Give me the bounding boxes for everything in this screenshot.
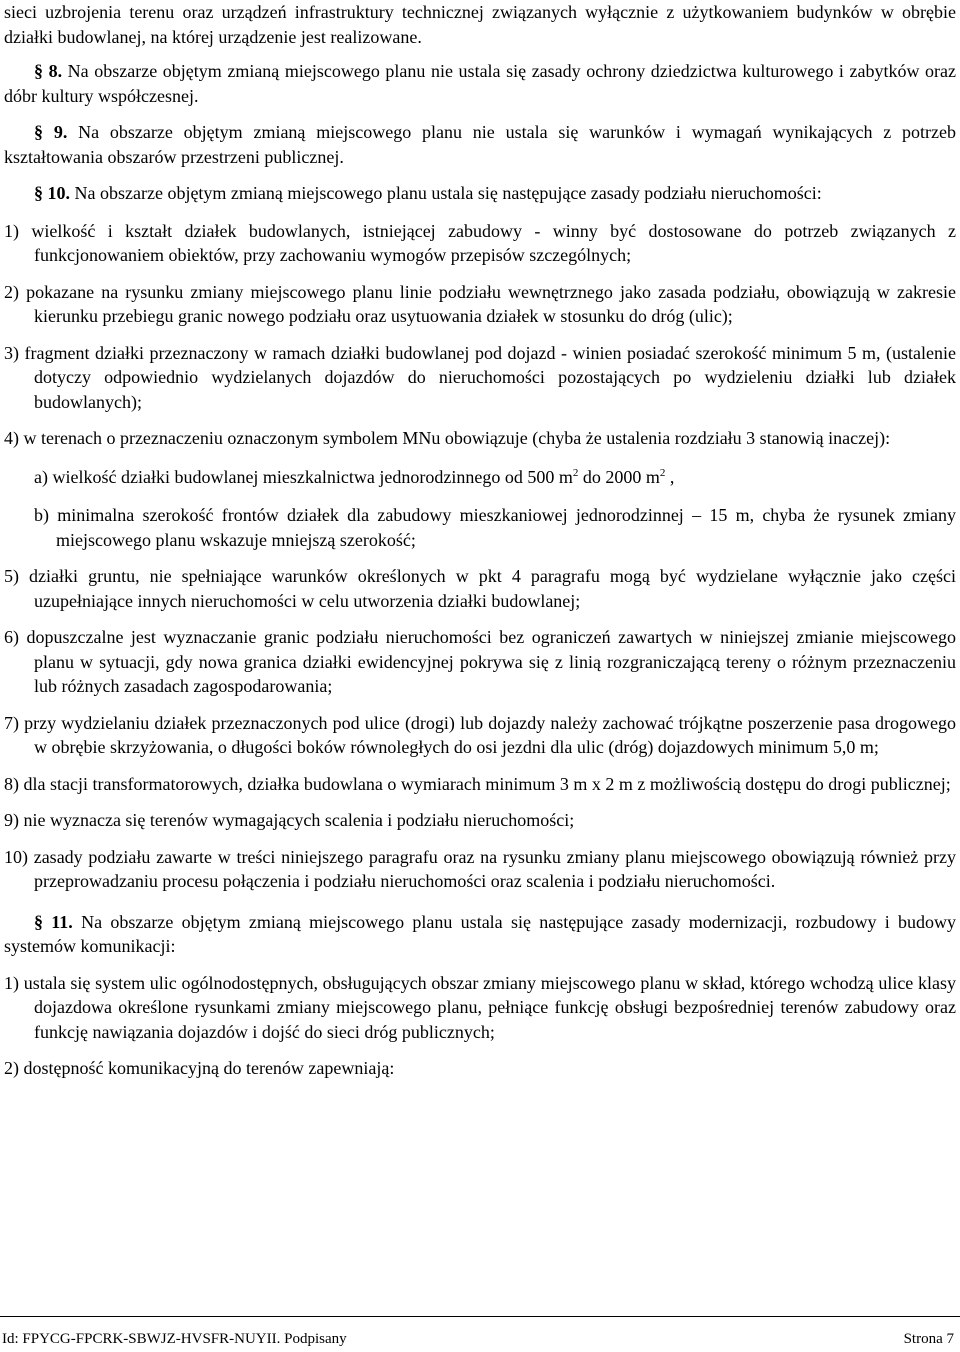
section-11-paragraph (4, 910, 956, 959)
intro-paragraph: sieci uzbrojenia terenu oraz urządzeń infrastruktury technicznej związanych wyłącznie z użytkowaniem budynków w obrębie działki budowlanej, na której urządzenie jest realizowane. (4, 2, 956, 47)
superscript-exponent: 2 (572, 466, 579, 479)
section-9-number: 9. (53, 122, 68, 142)
list-item: 8) dla stacji transformatorowych, działka budowlana o wymiarach minimum 3 m x 2 m z możliwością dostępu do drogi publicznej; (4, 773, 951, 794)
sub-item-a-mid: do 2000 m (578, 466, 660, 487)
section-10-text: Na obszarze objętym zmianą miejscowego planu ustala się następujące zasady podziału nieruchomości: (74, 183, 822, 203)
sub-list-item-a (4, 465, 956, 490)
page-number: Strona 7 (903, 1331, 954, 1347)
document-page (4, 0, 956, 1081)
list-item: 2) dostępność komunikacyjną do terenów zapewniają: (4, 1058, 395, 1078)
section-9-mark: § (34, 122, 43, 142)
section-8-paragraph (4, 59, 956, 108)
list-item: 10) zasady podziału zawarte w treści niniejszego paragrafu oraz na rysunku zmiany planu miejscowego obowiązują również przy przeprowadzaniu procesu połączenia i podziału nieruchomości oraz scalenia i podziału nieruchomości. (4, 846, 956, 891)
section-10-paragraph (4, 181, 956, 206)
list-item: 7) przy wydzielaniu działek przeznaczonych pod ulice (drogi) lub dojazdy należy zachować trójkątne poszerzenie pasa drogowego w obrębie skrzyżowania, o długości boków równoległych do osi jezdni dla ulic (dróg) dojazdowych minimum 5,0 m; (4, 712, 956, 757)
list-item: 4) w terenach o przeznaczeniu oznaczonym symbolem MNu obowiązuje (chyba że ustalenia rozdziału 3 stanowią inaczej): (4, 428, 891, 448)
section-11-text: Na obszarze objętym zmianą miejscowego planu ustala się następujące zasady modernizacji, rozbudowy i budowy systemów komunikacji: (4, 911, 957, 956)
section-9-paragraph (4, 120, 956, 169)
superscript-exponent: 2 (659, 466, 666, 479)
section-9-text: Na obszarze objętym zmianą miejscowego planu nie ustala się warunków i wymagań wynikających z potrzeb kształtowania obszarów przestrzeni publicznej. (4, 122, 957, 167)
section-11-number: 11. (51, 911, 73, 932)
list-item: 2) pokazane na rysunku zmiany miejscowego planu linie podziału wewnętrznego jako zasada podziału, obowiązują w zakresie kierunku przebiegu granic nowego podziału oraz usytuowania działek w stosunku do dróg (ulic); (4, 281, 956, 326)
list-item: 9) nie wyznacza się terenów wymagających scalenia i podziału nieruchomości; (4, 810, 575, 830)
document-id: Id: FPYCG-FPCRK-SBWJZ-HVSFR-NUYII. Podpisany (2, 1331, 347, 1347)
sub-list-item-b: b) minimalna szerokość frontów działek dla zabudowy mieszkaniowej jednorodzinnej – 15 m, chyba że rysunek zmiany miejscowego planu wskazuje mniejszą szerokość; (34, 505, 956, 550)
sub-item-a-text: a) wielkość działki budowlanej mieszkalnictwa jednorodzinnego od 500 m (34, 466, 573, 487)
section-8-text: Na obszarze objętym zmianą miejscowego planu nie ustala się zasady ochrony dziedzictwa kulturowego i zabytków oraz dóbr kultury współczesnej. (4, 61, 956, 106)
list-item: 6) dopuszczalne jest wyznaczanie granic podziału nieruchomości bez ograniczeń zawartych w niniejszej zmianie miejscowego planu w sytuacji, gdy nowa granica działki ewidencyjnej pokrywa się z linią rozgraniczającą tereny o różnym przeznaczeniu lub różnych zasadach zagospodarowania; (4, 627, 956, 696)
list-item: 5) działki gruntu, nie spełniające warunków określonych w pkt 4 paragrafu mogą być wydzielane wyłącznie jako części uzupełniające innych nieruchomości w celu utworzenia działki budowlanej; (4, 566, 956, 611)
section-8-mark: § (34, 61, 43, 81)
list-item: 1) wielkość i kształt działek budowlanych, istniejącej zabudowy - winny być dostosowane do potrzeb związanych z funkcjonowaniem obiektów, przy zachowaniu wymogów przepisów szczególnych; (4, 220, 956, 265)
sub-item-a-end: , (665, 466, 675, 487)
section-10-mark: § (34, 183, 43, 203)
section-11-mark: § (34, 911, 43, 932)
list-item: 1) ustala się system ulic ogólnodostępnych, obsługujących obszar zmiany miejscowego planu w skład, którego wchodzą ulice klasy dojazdowa określone rysunkami zmiany miejscowego planu, pełniące funkcję obsługi bezpośredniej terenów zabudowy oraz funkcję nawiązania dojazdów i dojść do sieci dróg publicznych; (4, 972, 956, 1042)
section-8-number: 8. (48, 61, 63, 81)
list-item: 3) fragment działki przeznaczony w ramach działki budowlanej pod dojazd - winien posiadać szerokość minimum 5 m, (ustalenie dotyczy odpowiednio wydzielanych dojazdów do nieruchomości pozostających po wydzieleniu działki lub działek budowlanych); (4, 342, 956, 412)
page-footer (0, 1316, 960, 1349)
section-10-number: 10. (47, 183, 70, 203)
